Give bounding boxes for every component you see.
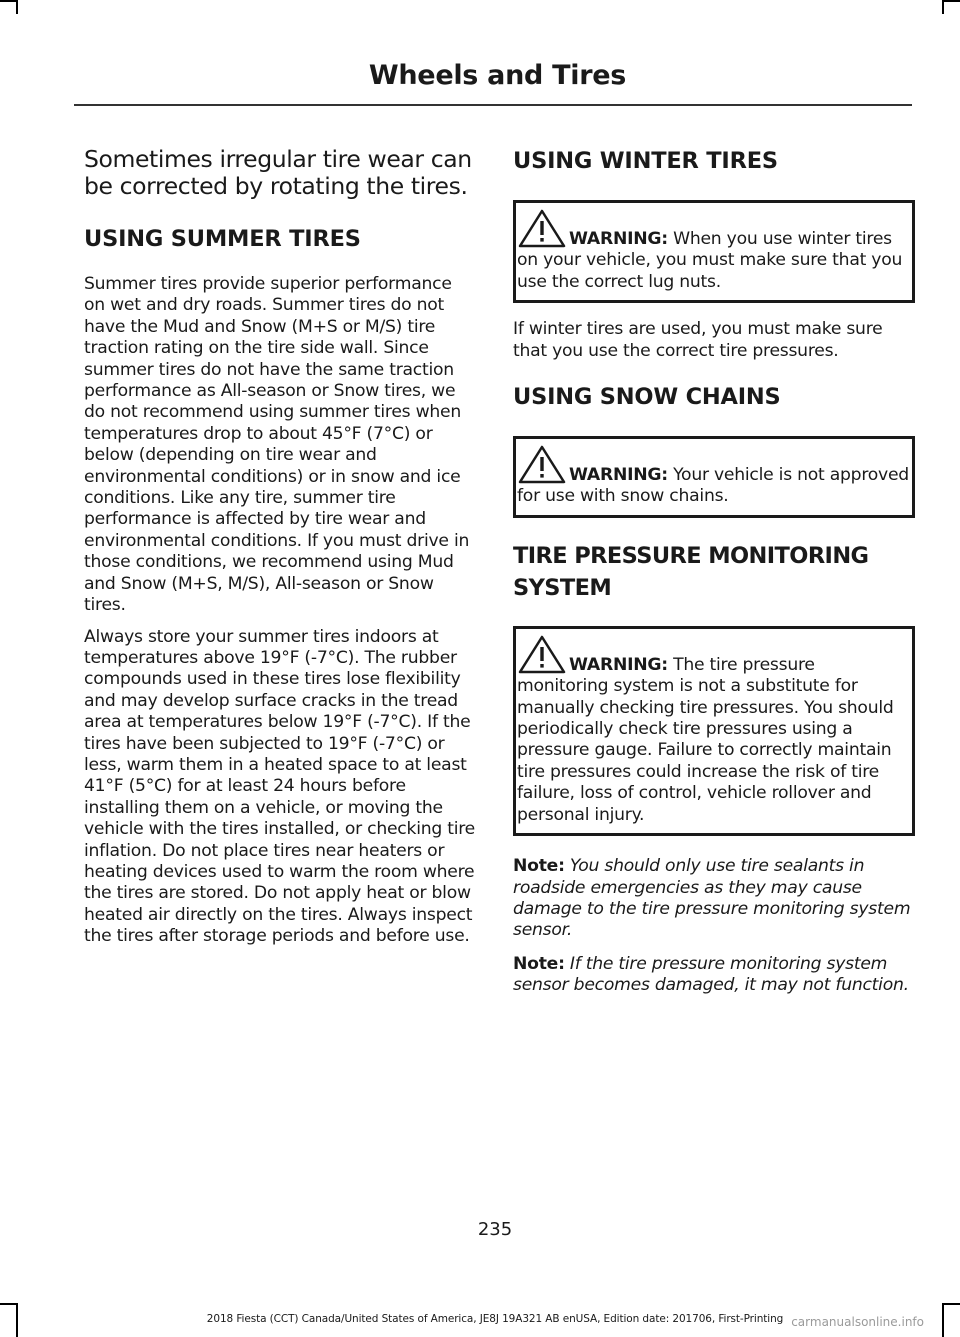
note-text: You should only use tire sealants in roadside emergencies as they may cause damage to the tire pressure monitoring system sensor.: [513, 856, 911, 941]
left-column: [84, 146, 476, 958]
section-heading-snow-chains: USING SNOW CHAINS: [513, 384, 781, 411]
header-divider: [74, 104, 912, 106]
warning-label: WARNING:: [569, 229, 668, 249]
section-heading-tpms: [513, 540, 915, 604]
warning-box-tpms: [513, 626, 915, 836]
section-heading-summer: USING SUMMER TIRES: [84, 226, 361, 252]
note-label: Note:: [513, 856, 565, 877]
page-number: 235: [477, 1219, 513, 1240]
warning-text: Your vehicle is not approved for use with snow chains.: [517, 465, 909, 507]
warning-label: WARNING:: [569, 654, 668, 675]
warning-text: When you use winter tires on your vehicle, you must make sure that you use the correct lug nuts.: [517, 229, 903, 292]
section-heading-winter: USING WINTER TIRES: [513, 148, 778, 174]
crop-mark: [944, 0, 960, 2]
summer-paragraph-1: Summer tires provide superior performance on wet and dry roads. Summer tires do not have the Mud and Snow (M+S or M/S) tire traction rating on the tire side wall. Since summer tires do not have the same traction performance as All-season or Snow tires, we do not recommend using summer tires when temperatures drop to about 45°F (7°C) or below (depending on tire wear and environmental conditions) or in snow and ice conditions. Like any tire, summer tire performance is affected by tire wear and environmental conditions. If you must drive in those conditions, we recommend using Mud and Snow (M+S, M/S), All-season or Snow tires.: [84, 274, 470, 616]
warning-label: WARNING:: [569, 465, 668, 486]
note-sensor-damage: [513, 954, 915, 997]
warning-triangle-icon: [517, 444, 567, 484]
crop-mark: [16, 0, 18, 14]
crop-mark: [942, 0, 944, 14]
intro-text: Sometimes irregular tire wear can be corrected by rotating the tires.: [84, 145, 472, 200]
page-title: Wheels and Tires: [368, 60, 626, 91]
note-label: Note:: [513, 953, 565, 974]
warning-text: The tire pressure monitoring system is not a substitute for manually checking tire pressures. You should periodically check tire pressures using a pressure gauge. Failure to correctly maintain tire pressures could increase the risk of tire failure, loss of control, vehicle rollover and personal injury.: [517, 654, 894, 825]
tpms-heading-line-2: SYSTEM: [513, 574, 612, 601]
footer-edition-info: 2018 Fiesta (CCT) Canada/United States of America, JE8J 19A321 AB enUSA, Edition date: 201706, First-Printing: [206, 1313, 784, 1325]
winter-paragraph: If winter tires are used, you must make sure that you use the correct tire pressures.: [513, 319, 883, 361]
note-sealants: [513, 856, 915, 942]
crop-mark: [944, 1303, 960, 1305]
warning-triangle-icon: [517, 208, 567, 248]
watermark: carmanualsonline.info: [791, 1315, 924, 1329]
summer-paragraph-2: Always store your summer tires indoors at temperatures above 19°F (-7°C). The rubber compounds used in these tires lose flexibility and may develop surface cracks in the tread area at temperatures below 19°F (-7°C). If the tires have been subjected to 19°F (-7°C) or less, warm them in a heated space to at least 41°F (5°C) for at least 24 hours before installing them on a vehicle, or moving the vehicle with the tires installed, or checking tire inflation. Do not place tires near heaters or heating devices used to warm the room where the tires are stored. Do not apply heat or blow heated air directly on the tires. Always inspect the tires after storage periods and before use.: [84, 626, 476, 947]
tpms-heading-line-1: TIRE PRESSURE MONITORING: [513, 542, 869, 569]
warning-triangle-icon: [517, 634, 567, 674]
note-text: If the tire pressure monitoring system sensor becomes damaged, it may not function.: [513, 953, 909, 996]
crop-mark: [0, 0, 16, 2]
warning-box-snow-chains: [513, 436, 915, 518]
crop-mark: [0, 1303, 16, 1305]
warning-box-winter: [513, 200, 915, 303]
right-column: [513, 146, 915, 1009]
